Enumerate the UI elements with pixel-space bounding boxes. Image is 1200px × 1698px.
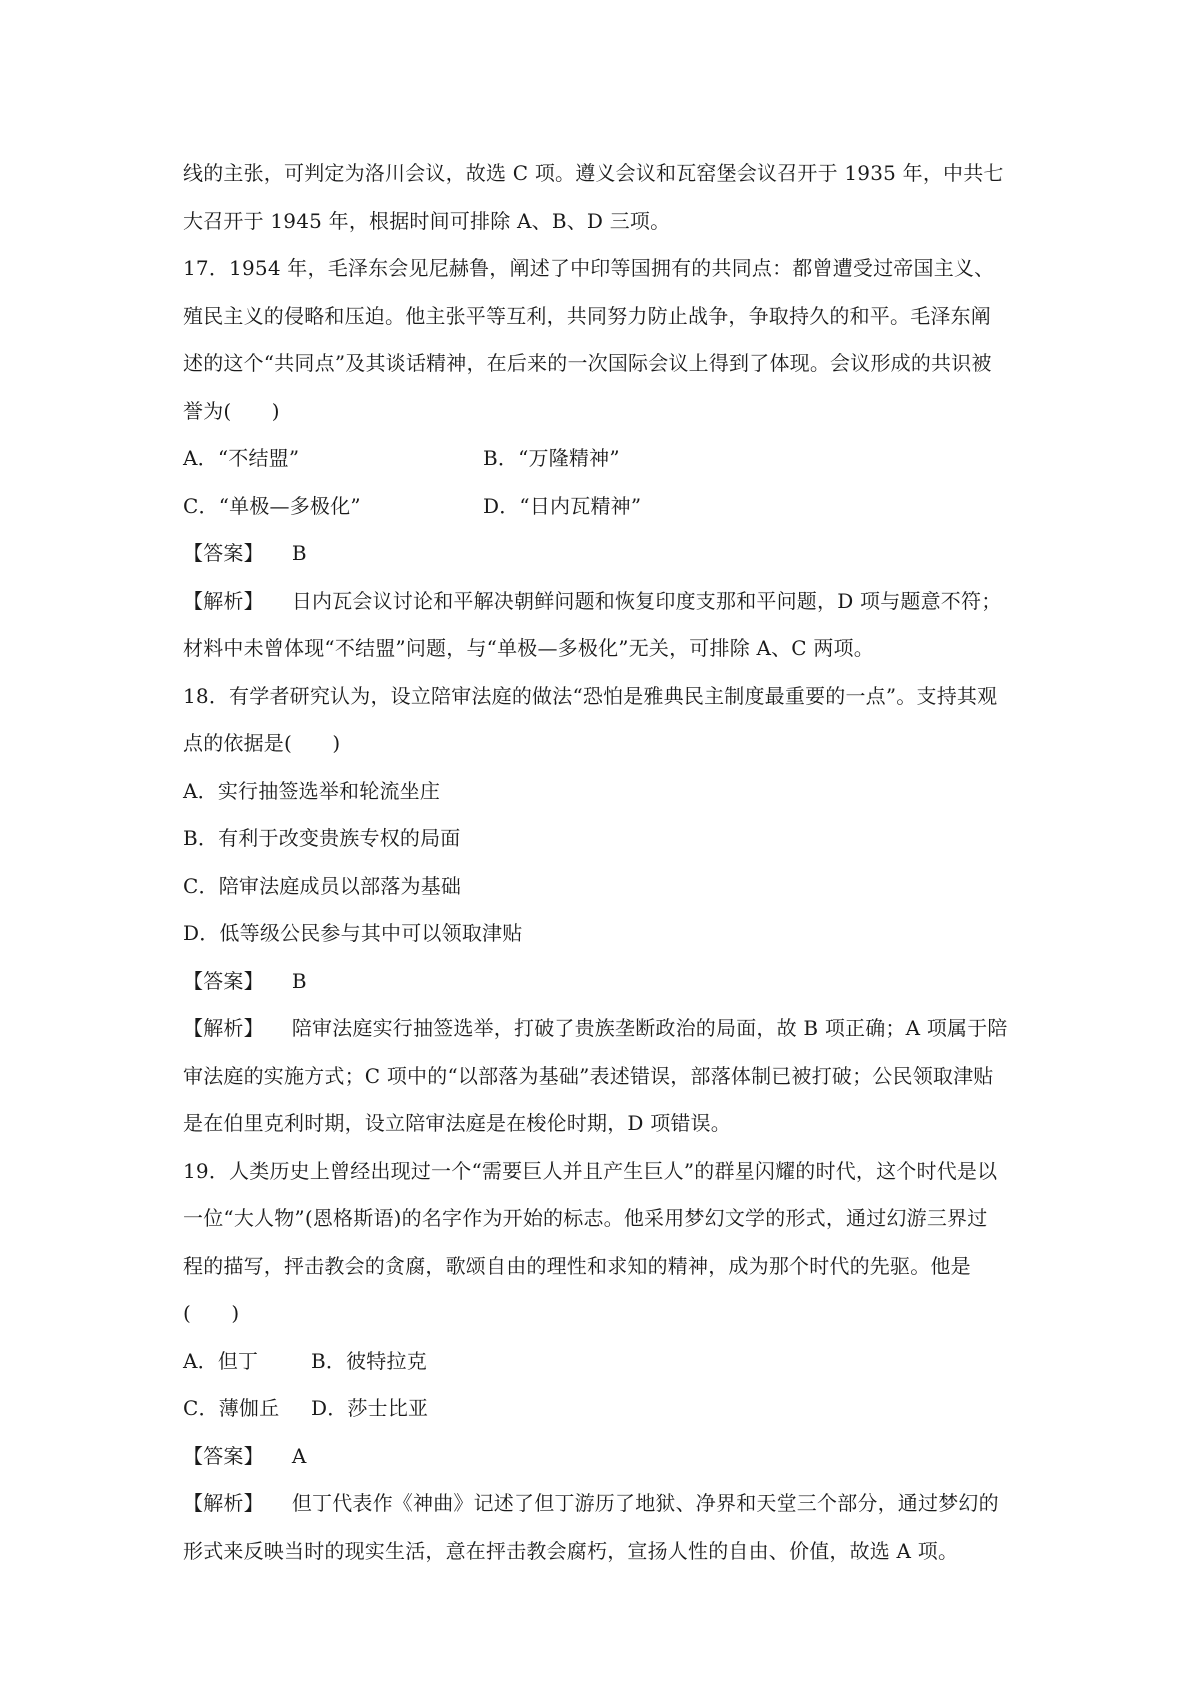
q18-analysis-text-1: 陪审法庭实行抽签选举，打破了贵族垄断政治的局面，故 B 项正确；A 项属于陪 bbox=[291, 1016, 1008, 1040]
q17-stem-line-1: 17．1954 年，毛泽东会见尼赫鲁，阐述了中印等国拥有的共同点：都曾遭受过帝国主义、 bbox=[183, 256, 995, 280]
q18-stem-line-1: 18．有学者研究认为，设立陪审法庭的做法“恐怕是雅典民主制度最重要的一点”。支持其观 bbox=[183, 683, 998, 708]
q18-analysis-tag: 【解析】 bbox=[183, 1016, 264, 1040]
q19-option-c: C．薄伽丘 bbox=[183, 1396, 280, 1420]
q17-option-c: C．“单极—多极化” bbox=[183, 493, 361, 518]
q19-options-row-1 bbox=[183, 1338, 1023, 1386]
q17-stem-line-4: 誉为( ) bbox=[183, 398, 280, 423]
q17-answer-value: B bbox=[291, 541, 307, 565]
q18-answer-value: B bbox=[291, 968, 307, 993]
q17-stem-line-2: 殖民主义的侵略和压迫。他主张平等互利，共同努力防止战争，争取持久的和平。毛泽东阐 bbox=[183, 303, 991, 328]
q17-options-row-2 bbox=[183, 483, 1023, 531]
q17-option-a: A．“不结盟” bbox=[183, 446, 300, 470]
q17-analysis-text-1: 日内瓦会议讨论和平解决朝鲜问题和恢复印度支那和平问题，D 项与题意不符； bbox=[291, 588, 1002, 613]
q19-option-b: B．彼特拉克 bbox=[311, 1348, 427, 1373]
q19-analysis-line-2: 形式来反映当时的现实生活，意在抨击教会腐朽，宣扬人性的自由、价值，故选 A 项。 bbox=[183, 1538, 959, 1563]
q19-stem-line-3: 程的描写，抨击教会的贪腐，歌颂自由的理性和求知的精神，成为那个时代的先驱。他是 bbox=[183, 1253, 971, 1278]
q18-answer bbox=[183, 958, 1023, 1006]
question-17 bbox=[183, 245, 1023, 673]
document-page bbox=[183, 150, 1023, 1575]
q16-analysis-line-1: 线的主张，可判定为洛川会议，故选 C 项。遵义会议和瓦窑堡会议召开于 1935 年，中共七 bbox=[183, 161, 1004, 185]
q17-analysis-line-2: 材料中未曾体现“不结盟”问题，与“单极—多极化”无关，可排除 A、C 两项。 bbox=[183, 636, 874, 660]
question-19 bbox=[183, 1148, 1023, 1576]
q18-answer-tag: 【答案】 bbox=[183, 968, 264, 993]
q19-stem-line-2: 一位“大人物”(恩格斯语)的名字作为开始的标志。他采用梦幻文学的形式，通过幻游三界过 bbox=[183, 1206, 988, 1230]
q19-answer-tag: 【答案】 bbox=[183, 1443, 264, 1468]
q19-answer-value: A bbox=[291, 1443, 307, 1468]
q17-answer-tag: 【答案】 bbox=[183, 541, 264, 565]
q19-analysis-tag: 【解析】 bbox=[183, 1491, 264, 1515]
q19-options-row-2 bbox=[183, 1385, 1023, 1433]
q19-stem-line-4: ( ) bbox=[183, 1301, 240, 1325]
q18-option-c: C．陪审法庭成员以部落为基础 bbox=[183, 873, 462, 898]
q18-option-d: D．低等级公民参与其中可以领取津贴 bbox=[183, 921, 523, 945]
question-18 bbox=[183, 673, 1023, 1148]
q19-analysis-line-1 bbox=[183, 1480, 1023, 1528]
q19-option-d: D．莎士比亚 bbox=[311, 1396, 429, 1420]
q19-stem-line-1: 19．人类历史上曾经出现过一个“需要巨人并且产生巨人”的群星闪耀的时代，这个时代是以 bbox=[183, 1158, 998, 1183]
q17-option-b: B．“万隆精神” bbox=[483, 446, 620, 470]
q19-option-a: A．但丁 bbox=[183, 1348, 259, 1373]
q16-analysis-line-2: 大召开于 1945 年，根据时间可排除 A、B、D 三项。 bbox=[183, 208, 671, 233]
q18-analysis-line-1 bbox=[183, 1005, 1023, 1053]
q19-answer bbox=[183, 1433, 1023, 1481]
q17-analysis-tag: 【解析】 bbox=[183, 588, 264, 613]
q17-analysis-line-1 bbox=[183, 578, 1023, 626]
q17-options-row-1 bbox=[183, 435, 1023, 483]
q17-answer bbox=[183, 530, 1023, 578]
q18-option-a: A．实行抽签选举和轮流坐庄 bbox=[183, 778, 441, 803]
q19-analysis-text-1: 但丁代表作《神曲》记述了但丁游历了地狱、净界和天堂三个部分，通过梦幻的 bbox=[291, 1491, 999, 1515]
q18-stem-line-2: 点的依据是( ) bbox=[183, 731, 341, 755]
q17-stem-line-3: 述的这个“共同点”及其谈话精神，在后来的一次国际会议上得到了体现。会议形成的共识被 bbox=[183, 351, 992, 375]
q18-analysis-line-2: 审法庭的实施方式；C 项中的“以部落为基础”表述错误，部落体制已被打破；公民领取津贴 bbox=[183, 1063, 994, 1088]
q18-analysis-line-3: 是在伯里克利时期，设立陪审法庭是在梭伦时期，D 项错误。 bbox=[183, 1111, 731, 1135]
q17-option-d: D．“日内瓦精神” bbox=[483, 493, 642, 518]
q18-option-b: B．有利于改变贵族专权的局面 bbox=[183, 826, 461, 850]
